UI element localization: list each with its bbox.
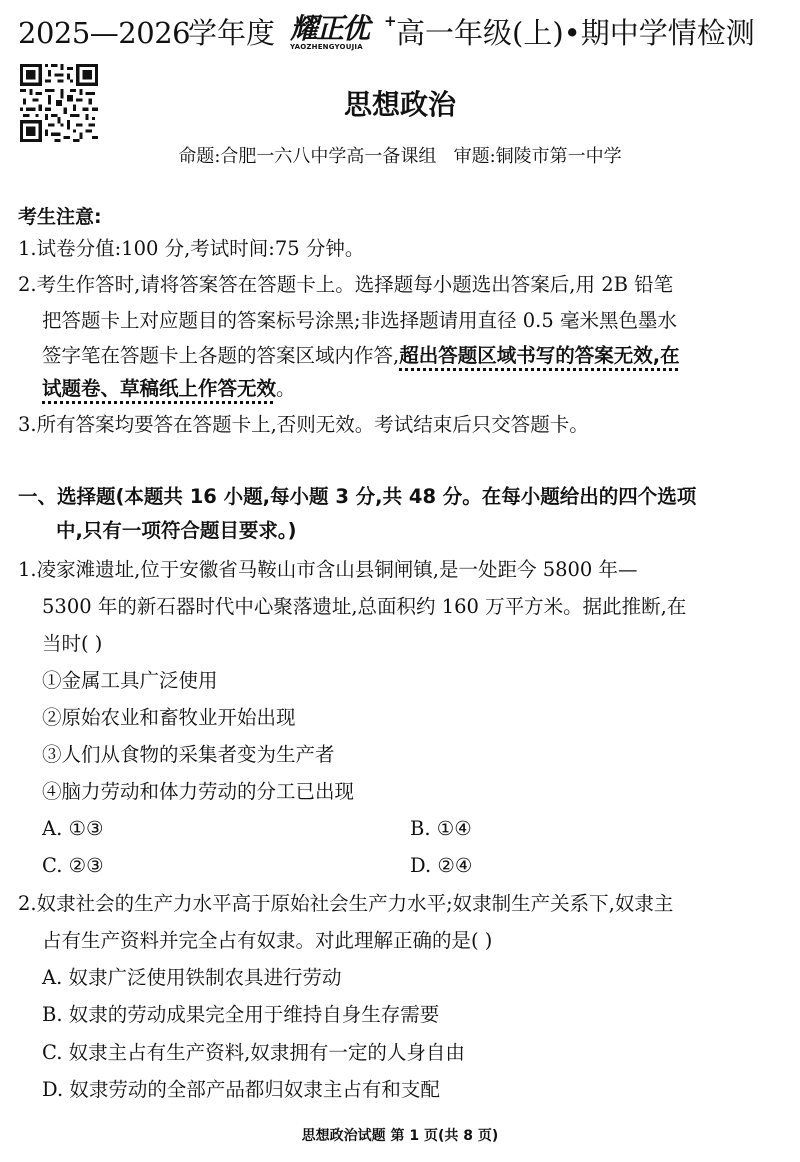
- notice-item-1: 1.试卷分值:100 分,考试时间:75 分钟。: [18, 237, 365, 260]
- notice-item-3: 3.所有答案均要答在答题卡上,否则无效。考试结束后只交答题卡。: [18, 413, 589, 436]
- section-heading-cont: 中,只有一项符合题目要求。): [56, 519, 297, 542]
- q1-stem-cont: 5300 年的新石器时代中心聚落遗址,总面积约 160 万平方米。据此推断,在: [42, 595, 687, 618]
- q2-option-d: D. 奴隶劳动的全部产品都归奴隶主占有和支配: [42, 1078, 440, 1101]
- q1-statement: ③人们从食物的采集者变为生产者: [42, 743, 335, 766]
- notice-item-2-cont: [42, 376, 296, 402]
- notice-text: 签字笔在答题卡上各题的答案区域内作答,: [42, 344, 400, 367]
- q1-option-c: C. ②③: [42, 854, 104, 877]
- q2-option-c: C. 奴隶主占有生产资料,奴隶拥有一定的人身自由: [42, 1041, 465, 1064]
- emphasis-text: 试题卷、草稿纸上作答无效: [42, 377, 277, 400]
- q1-statement: ②原始农业和畜牧业开始出现: [42, 706, 296, 729]
- notice-item-2: 2.考生作答时,请将答案答在答题卡上。选择题每小题选出答案后,用 2B 铅笔: [18, 273, 674, 296]
- q2-option-b: B. 奴隶的劳动成果完全用于维持自身生存需要: [42, 1003, 440, 1026]
- q2-stem: 2.奴隶社会的生产力水平高于原始社会生产力水平;奴隶制生产关系下,奴隶主: [18, 892, 674, 915]
- q1-statement: ④脑力劳动和体力劳动的分工已出现: [42, 780, 355, 803]
- title-years: 2025—2026: [18, 16, 191, 50]
- q2-stem-cont: 占有生产资料并完全占有奴隶。对此理解正确的是( ): [42, 929, 493, 952]
- q1-statement: ①金属工具广泛使用: [42, 669, 218, 692]
- q1-stem: 1.凌家滩遗址,位于安徽省马鞍山市含山县铜闸镇,是一处距今 5800 年—: [18, 558, 638, 581]
- subject-title: 思想政治: [343, 88, 456, 121]
- title-grade-exam: 高一年级(上)•期中学情检测: [396, 16, 755, 50]
- q1-option-d: D. ②④: [410, 854, 473, 877]
- q1-stem-cont: 当时( ): [42, 632, 103, 655]
- title-xuenian: 学年度: [188, 16, 276, 50]
- q2-option-a: A. 奴隶广泛使用铁制农具进行劳动: [42, 966, 342, 989]
- authors-line: 命题:合肥一六八中学高一备课组 审题:铜陵市第一中学: [178, 146, 622, 167]
- notice-title: 考生注意:: [18, 206, 102, 228]
- page-footer: 思想政治试题 第 1 页(共 8 页): [301, 1128, 499, 1144]
- brand-logo-pinyin: YAOZHENGYOUJIA: [290, 43, 363, 51]
- notice-item-2-cont: 把答题卡上对应题目的答案标号涂黑;非选择题请用直径 0.5 毫米黑色墨水: [42, 309, 677, 332]
- brand-logo-plus: +: [384, 12, 397, 30]
- q1-option-a: A. ①③: [42, 817, 104, 840]
- brand-logo-name: 耀正优: [290, 12, 369, 45]
- emphasis-text: 超出答题区域书写的答案无效,在: [399, 344, 680, 367]
- brand-logo: [290, 12, 397, 54]
- exam-title: [18, 10, 788, 56]
- section-heading: 一、选择题(本题共 16 小题,每小题 3 分,共 48 分。在每小题给出的四个选项: [18, 485, 697, 508]
- notice-text: 。: [276, 377, 296, 400]
- q1-option-b: B. ①④: [410, 817, 472, 840]
- notice-item-2-cont: [42, 343, 680, 369]
